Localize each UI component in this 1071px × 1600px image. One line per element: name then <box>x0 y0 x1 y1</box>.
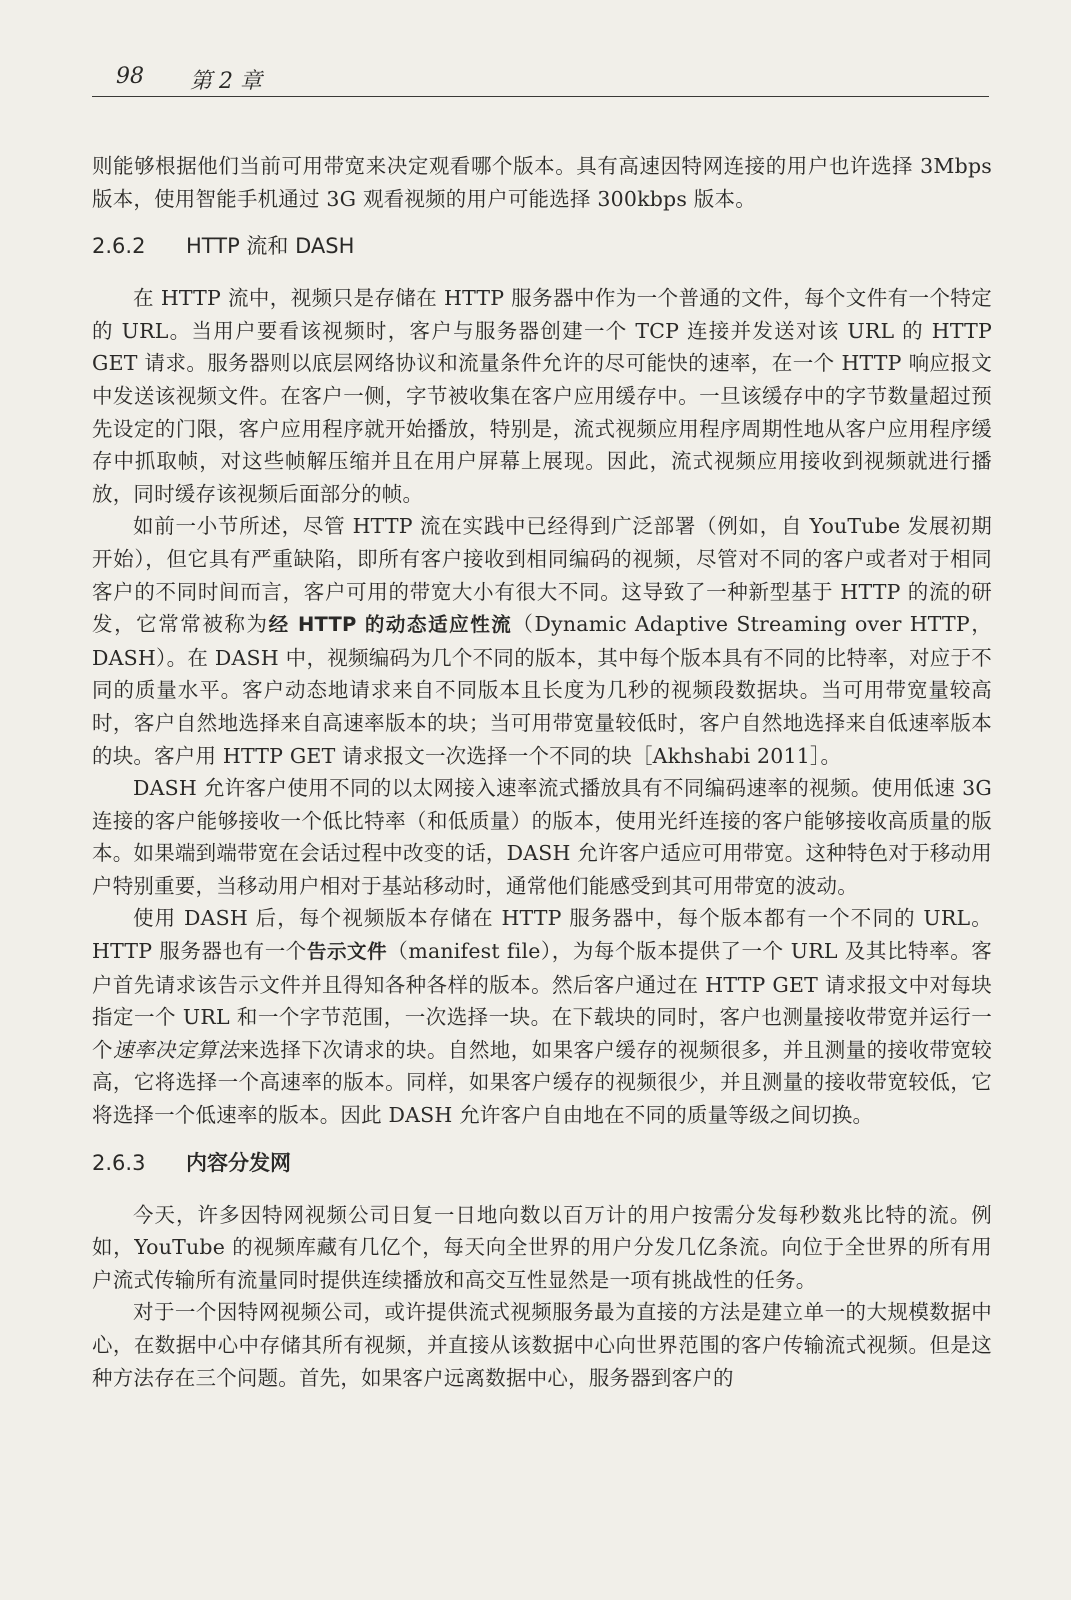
paragraph-dash-rates: DASH 允许客户使用不同的以太网接入速率流式播放具有不同编码速率的视频。使用低速 3G 连接的客户能够接收一个低比特率（和低质量）的版本，使用光纤连接的客户能够接收高质量的版本。如果端到端带宽在会话过程中改变的话，DASH 允许客户适应可用带宽。这种特色对于移动用户特别重要，当移动用户相对于基站移动时，通常他们能感受到其可用带宽的波动。 <box>92 776 992 898</box>
intro-paragraph: 则能够根据他们当前可用带宽来决定观看哪个版本。具有高速因特网连接的用户也许选择 3Mbps 版本，使用智能手机通过 3G 观看视频的用户可能选择 300kbps 版本。 <box>92 154 992 211</box>
section-title: HTTP 流和 DASH <box>186 234 355 259</box>
paragraph-dash-intro <box>92 510 992 772</box>
section-heading-2-6-2 <box>92 231 992 261</box>
italic-term-rate-algorithm: 速率决定算法 <box>112 1037 239 1062</box>
chapter-label: 第 2 章 <box>190 69 262 94</box>
paragraph-text: 使用 DASH 后，每个视频版本存储在 HTTP 服务器中，每个版本都有一个不同的 URL。HTTP 服务器也有一个 <box>92 906 992 964</box>
paragraph-text: （Dynamic Adaptive Streaming over HTTP，DASH）。在 DASH 中，视频编码为几个不同的版本，其中每个版本具有不同的比特率，对应于不同的质量水平。客户动态地请求来自不同版本且长度为几秒的视频段数据块。当可用带宽量较高时，客户自然地选择来自高速率版本的块；当可用带宽量较低时，客户自然地选择来自低速率版本的块。客户用 HTTP GET 请求报文一次选择一个不同的块［Akhshabi 2011］。 <box>92 612 992 768</box>
section-title: 内容分发网 <box>186 1150 291 1175</box>
section-heading-2-6-3 <box>92 1148 992 1178</box>
paragraph-text: 来选择下次请求的块。自然地，如果客户缓存的视频很多，并且测量的接收带宽较高，它将选择一个高速率的版本。同样，如果客户缓存的视频很少，并且测量的接收带宽较低，它将选择一个低速率的版本。因此 DASH 允许客户自由地在不同的质量等级之间切换。 <box>92 1037 993 1128</box>
section-number: 2.6.2 <box>92 234 146 259</box>
key-term-manifest: 告示文件 <box>306 940 388 964</box>
paragraph-single-datacenter: 对于一个因特网视频公司，或许提供流式视频服务最为直接的方法是建立单一的大规模数据中心，在数据中心中存储其所有视频，并直接从该数据中心向世界范围的客户传输流式视频。但是这种方法存在三个问题。首先，如果客户远离数据中心，服务器到客户的 <box>92 1300 992 1390</box>
section-number: 2.6.3 <box>92 1150 146 1175</box>
paragraph-http-streaming: 在 HTTP 流中，视频只是存储在 HTTP 服务器中作为一个普通的文件，每个文件有一个特定的 URL。当用户要看该视频时，客户与服务器创建一个 TCP 连接并发送对该 URL 的 HTTP GET 请求。服务器则以底层网络协议和流量条件允许的尽可能快的速率，在一个 HTTP 响应报文中发送该视频文件。在客户一侧，字节被收集在客户应用缓存中。一旦该缓存中的字节数量超过预先设定的门限，客户应用程序就开始播放，特别是，流式视频应用程序周期性地从客户应用程序缓存中抓取帧，对这些帧解压缩并且在用户屏幕上展现。因此，流式视频应用接收到视频就进行播放，同时缓存该视频后面部分的帧。 <box>92 286 992 506</box>
paragraph-video-companies: 今天，许多因特网视频公司日复一日地向数以百万计的用户按需分发每秒数兆比特的流。例如，YouTube 的视频库藏有几亿个，每天向全世界的用户分发几亿条流。向位于全世界的所有用户流式传输所有流量同时提供连续播放和高交互性显然是一项有挑战性的任务。 <box>92 1202 992 1292</box>
paragraph-text: 如前一小节所述，尽管 HTTP 流在实践中已经得到广泛部署（例如，自 YouTube 发展初期开始），但它具有严重缺陷，即所有客户接收到相同编码的视频，尽管对不同的客户或者对于相同客户的不同时间而言，客户可用的带宽大小有很大不同。这导致了一种新型基于 HTTP 的流的研发，它常常被称为 <box>92 514 992 637</box>
paragraph-text: （manifest file），为每个版本提供了一个 URL 及其比特率。客户首先请求该告示文件并且得知各种各样的版本。然后客户通过在 HTTP GET 请求报文中对每块指定一个 URL 和一个字节范围，一次选择一块。在下载块的同时，客户也测量接收带宽并运行一个 <box>92 939 992 1062</box>
page-body <box>92 150 992 1394</box>
page-number: 98 <box>116 64 144 89</box>
running-header <box>92 60 989 97</box>
paragraph-manifest <box>92 902 992 1131</box>
key-term-dash: 经 HTTP 的动态适应性流 <box>268 613 513 637</box>
